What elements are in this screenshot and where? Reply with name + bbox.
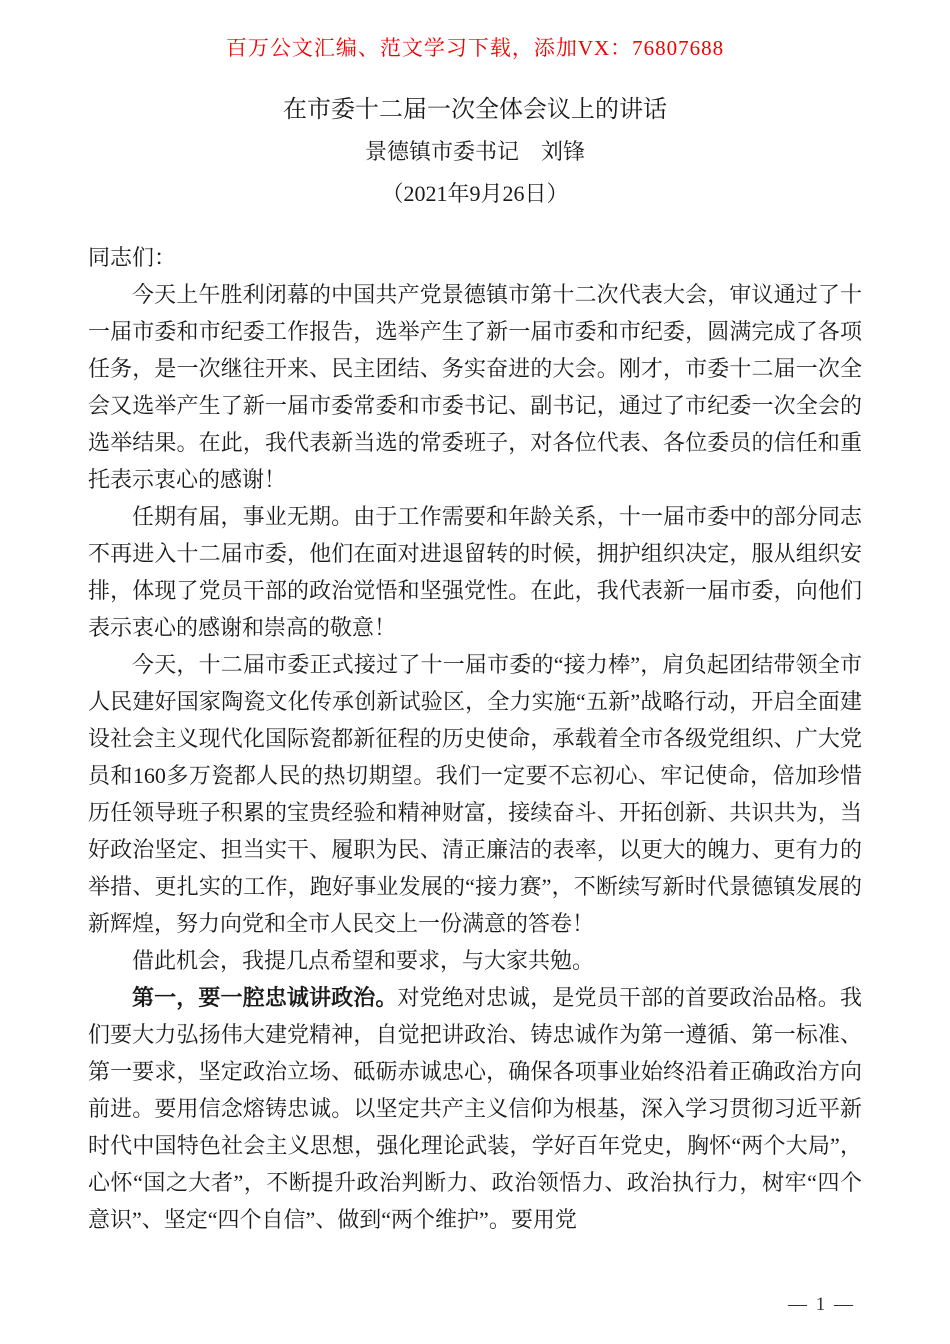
paragraph-1: 今天上午胜利闭幕的中国共产党景德镇市第十二次代表大会，审议通过了十一届市委和市纪委工作报告，选举产生了新一届市委和市纪委，圆满完成了各项任务，是一次继往开来、民主团结、务实奋进的大会。刚才，市委十二届一次全会又选举产生了新一届市委常委和市委书记、副书记，通过了市纪委一次全会的选举结果。在此，我代表新当选的常委班子，对各位代表、各位委员的信任和重托表示衷心的感谢！ <box>88 282 862 492</box>
salutation: 同志们： <box>88 245 177 270</box>
document-author: 景德镇市委书记 刘锋 <box>364 139 585 164</box>
point-1-text: 对党绝对忠诚，是党员干部的首要政治品格。我们要大力弘扬伟大建党精神，自觉把讲政治、铸忠诚作为第一遵循、第一标准、第一要求，坚定政治立场、砥砺赤诚忠心，确保各项事业始终沿着正确政治方向前进。要用信念熔铸忠诚。以坚定共产主义信仰为根基，深入学习贯彻习近平新时代中国特色社会主义思想，强化理论武装，学好百年党史，胸怀“两个大局”，心怀“国之大者”，不断提升政治判断力、政治领悟力、政治执行力，树牢“四个意识”、坚定“四个自信”、做到“两个维护”。要用党 <box>88 985 862 1232</box>
watermark-notice: 百万公文汇编、范文学习下载，添加VX：76807688 <box>225 36 725 60</box>
document-title: 在市委十二届一次全体会议上的讲话 <box>283 97 667 123</box>
document-body <box>88 239 862 1238</box>
paragraph-4: 借此机会，我提几点希望和要求，与大家共勉。 <box>132 948 595 973</box>
page-number: — 1 — <box>788 1294 855 1315</box>
paragraph-3: 今天，十二届市委正式接过了十一届市委的“接力棒”，肩负起团结带领全市人民建好国家陶瓷文化传承创新试验区，全力实施“五新”战略行动，开启全面建设社会主义现代化国际瓷都新征程的历史使命，承载着全市各级党组织、广大党员和160多万瓷都人民的热切期望。我们一定要不忘初心、牢记使命，倍加珍惜历任领导班子积累的宝贵经验和精神财富，接续奋斗、开拓创新、共识共为，当好政治坚定、担当实干、履职为民、清正廉洁的表率，以更大的魄力、更有力的举措、更扎实的工作，跑好事业发展的“接力赛”，不断续写新时代景德镇发展的新辉煌，努力向党和全市人民交上一份满意的答卷！ <box>88 652 862 936</box>
point-1-lead: 第一，要一腔忠诚讲政治。 <box>132 985 398 1010</box>
paragraph-2: 任期有届，事业无期。由于工作需要和年龄关系，十一届市委中的部分同志不再进入十二届市委，他们在面对进退留转的时候，拥护组织决定，服从组织安排，体现了党员干部的政治觉悟和坚强党性。在此，我代表新一届市委，向他们表示衷心的感谢和崇高的敬意！ <box>88 504 862 640</box>
document-date: （2021年9月26日） <box>381 181 569 206</box>
paragraph-point-1 <box>88 979 862 1238</box>
